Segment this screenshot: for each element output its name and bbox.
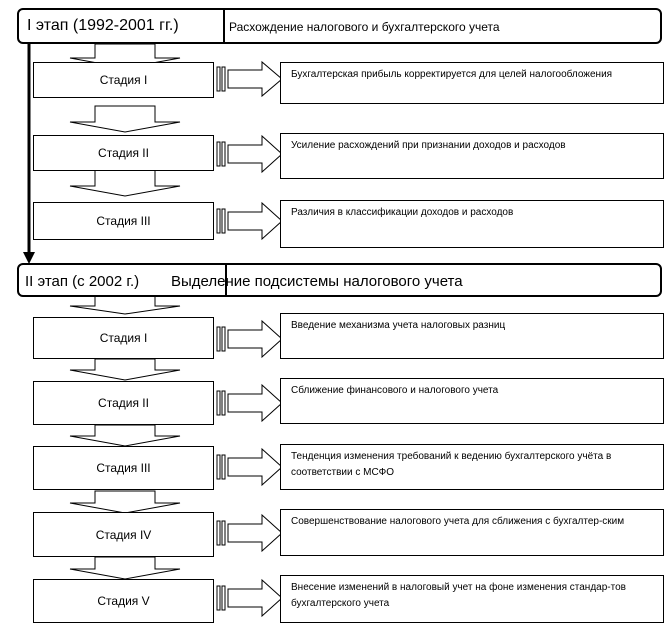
right-arrow	[217, 321, 282, 357]
phase-2-subtitle: Выделение подсистемы налогового учета	[171, 273, 463, 290]
down-arrow	[70, 296, 180, 314]
phase-1-stage-2	[33, 135, 214, 171]
down-arrow	[70, 425, 180, 446]
right-arrow	[217, 62, 282, 96]
phase-1-stage-3-desc	[280, 200, 664, 248]
phase-1-subtitle: Расхождение налогового и бухгалтерского учета	[229, 20, 500, 34]
phase-2-stage-1	[33, 317, 214, 359]
down-arrow	[70, 491, 180, 513]
stage-description: Различия в классификации доходов и расходов	[291, 207, 514, 218]
stage-description: Совершенствование налогового учета для сближения с бухгалтер-ским	[291, 516, 625, 527]
right-arrow	[217, 515, 282, 551]
down-arrow	[70, 359, 180, 380]
phase-1-stage-1-desc	[280, 62, 664, 104]
stage-description: Введение механизма учета налоговых разниц	[291, 320, 506, 331]
phase-1-stage-3	[33, 202, 214, 240]
stage-description: Внесение изменений в налоговый учет на фоне изменения стандар-тов бухгалтерского учета	[291, 582, 626, 609]
right-arrow	[217, 385, 282, 421]
right-arrow	[217, 580, 282, 616]
phase-2-stage-3-desc	[280, 444, 664, 490]
phase-1-divider	[223, 10, 225, 42]
down-arrow	[70, 557, 180, 579]
phase-2-stage-2-desc	[280, 378, 664, 424]
stage-label: Стадия II	[98, 146, 149, 160]
stage-label: Стадия V	[97, 594, 150, 608]
stage-label: Стадия I	[99, 73, 148, 87]
stage-description: Бухгалтерская прибыль корректируется для целей налогообложения	[291, 69, 613, 80]
phase-2-stage-4	[33, 512, 214, 557]
phase-2-stage-3	[33, 446, 214, 490]
stage-description: Усиление расхождений при признании доходов и расходов	[291, 140, 566, 151]
stage-label: Стадия II	[98, 396, 149, 410]
right-arrow	[217, 136, 282, 172]
phase-2-stage-5	[33, 579, 214, 623]
phase-1-header	[17, 8, 662, 44]
stage-label: Стадия IV	[95, 527, 152, 542]
stage-label: Стадия III	[96, 214, 151, 228]
phase-2-stage-4-desc	[280, 509, 664, 556]
down-arrow	[70, 106, 180, 132]
stage-label: Стадия I	[99, 331, 148, 345]
stage-label: Стадия III	[96, 461, 151, 475]
phase-1-stage-1	[33, 62, 214, 98]
phase-1-title: I этап (1992-2001 гг.)	[27, 17, 179, 34]
phase-2-stage-1-desc	[280, 313, 664, 359]
right-arrow	[217, 203, 282, 239]
phase-2-stage-5-desc	[280, 575, 664, 623]
phase-1-stage-2-desc	[280, 133, 664, 179]
phase-2-title: II этап (с 2002 г.)	[25, 273, 140, 290]
phase-2-stage-2	[33, 381, 214, 425]
phase-2-header	[17, 263, 662, 297]
right-arrow	[217, 449, 282, 485]
stage-description: Тенденция изменения требований к ведению бухгалтерского учёта в соответствии с МСФО	[291, 451, 612, 478]
stage-description: Сближение финансового и налогового учета	[291, 385, 499, 396]
down-arrow	[70, 170, 180, 196]
